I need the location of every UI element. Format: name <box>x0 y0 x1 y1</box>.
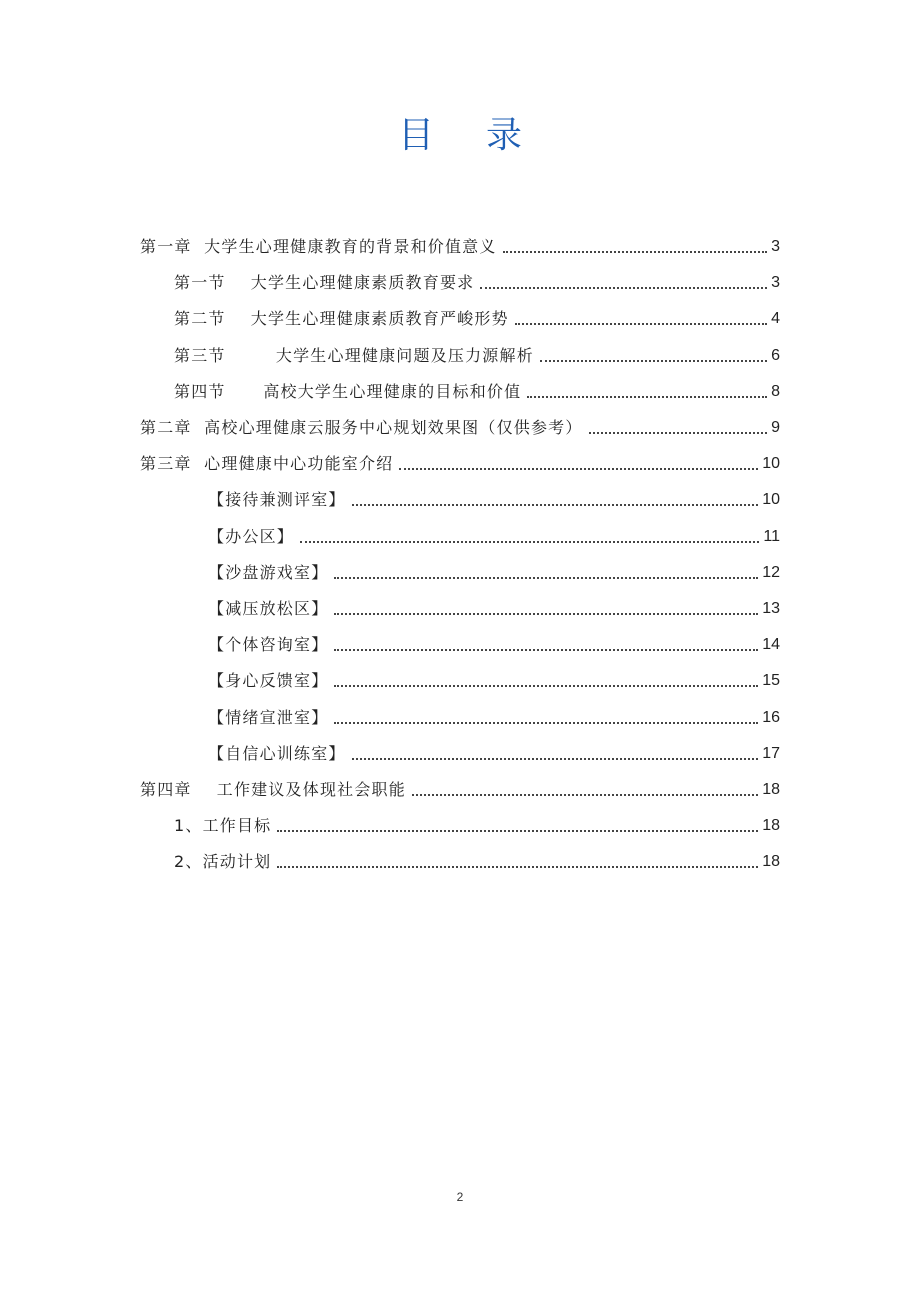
toc-dot-leader <box>399 468 758 470</box>
toc-entry[interactable] <box>174 262 780 294</box>
toc-entry-page: 11 <box>763 527 780 545</box>
toc-entry-page: 12 <box>762 563 780 581</box>
toc-dot-leader <box>334 722 758 724</box>
toc-entry-label: 第三章 心理健康中心功能室介绍 <box>140 454 394 474</box>
toc-entry[interactable] <box>140 769 780 801</box>
toc-entry[interactable] <box>174 335 780 367</box>
toc-entry[interactable] <box>208 697 780 729</box>
toc-entry-label: 1、工作目标 <box>174 816 272 836</box>
toc-entry-label: 【自信心训练室】 <box>208 743 346 763</box>
toc-entry[interactable] <box>140 443 780 475</box>
toc-entry-label: 【接待兼测评室】 <box>208 490 346 510</box>
toc-entry-label: 【办公区】 <box>208 526 295 546</box>
toc-entry-page: 16 <box>762 708 780 726</box>
toc-dot-leader <box>352 504 759 506</box>
toc-entry[interactable] <box>208 516 780 548</box>
toc-entry-page: 4 <box>771 310 780 328</box>
toc-entry[interactable] <box>208 660 780 692</box>
toc-entry-page: 9 <box>771 419 780 436</box>
toc-dot-leader <box>412 794 758 796</box>
toc-entry-page: 8 <box>771 382 780 400</box>
toc-dot-leader <box>300 541 759 543</box>
toc-entry[interactable] <box>208 479 780 511</box>
toc-dot-leader <box>527 396 767 398</box>
toc-entry-label: 第二章 高校心理健康云服务中心规划效果图（仅供参考） <box>140 418 583 437</box>
toc-dot-leader <box>589 432 768 434</box>
toc-entry-page: 10 <box>762 491 780 509</box>
toc-entry[interactable] <box>208 552 780 584</box>
toc-entry[interactable] <box>140 407 780 439</box>
toc-entry-label: 第四节 高校大学生心理健康的目标和价值 <box>174 381 522 401</box>
toc-dot-leader <box>334 685 758 687</box>
toc-entry-label: 第一章 大学生心理健康教育的背景和价值意义 <box>140 237 497 256</box>
toc-entry-page: 3 <box>771 274 780 292</box>
toc-entry-label: 【个体咨询室】 <box>208 635 329 655</box>
toc-entry-page: 17 <box>762 744 780 762</box>
toc-entry-label: 第二节 大学生心理健康素质教育严峻形势 <box>174 309 509 329</box>
toc-dot-leader <box>334 649 758 651</box>
toc-entry[interactable] <box>174 805 780 837</box>
toc-entry[interactable] <box>174 841 780 873</box>
toc-entry-page: 18 <box>762 817 780 835</box>
toc-dot-leader <box>503 251 768 253</box>
toc-entry-label: 【情绪宣泄室】 <box>208 707 329 727</box>
toc-dot-leader <box>480 287 767 289</box>
toc-entry-page: 18 <box>762 781 780 798</box>
toc-entry[interactable] <box>174 298 780 330</box>
toc-dot-leader <box>352 758 759 760</box>
toc-entry-label: 【减压放松区】 <box>208 599 329 618</box>
toc-entry-page: 15 <box>762 672 780 690</box>
toc-dot-leader <box>334 577 758 579</box>
toc-entry-page: 10 <box>762 455 780 473</box>
toc-dot-leader <box>540 360 767 362</box>
page-number: 2 <box>456 1190 464 1204</box>
toc-entry-page: 6 <box>771 346 780 364</box>
toc-entry-label: 【沙盘游戏室】 <box>208 562 329 582</box>
toc-entry[interactable] <box>208 588 780 620</box>
toc-entry-page: 13 <box>762 600 780 617</box>
toc-entry[interactable] <box>140 226 780 258</box>
toc-entry-page: 18 <box>762 853 780 871</box>
toc-entry-page: 14 <box>762 636 780 654</box>
toc-entry-label: 第四章 工作建议及体现社会职能 <box>140 780 406 799</box>
toc-dot-leader <box>277 866 758 868</box>
toc-entry[interactable] <box>208 733 780 765</box>
toc-dot-leader <box>277 830 758 832</box>
toc-entry-page: 3 <box>771 238 780 255</box>
toc-entry[interactable] <box>174 371 780 403</box>
toc-entry-label: 第三节 大学生心理健康问题及压力源解析 <box>174 345 534 365</box>
toc-dot-leader <box>334 613 758 615</box>
toc-entry-label: 【身心反馈室】 <box>208 671 329 691</box>
toc-entry-label: 2、活动计划 <box>174 852 272 872</box>
page-title: 目录 <box>397 115 574 156</box>
toc-entry[interactable] <box>208 624 780 656</box>
toc-entry-label: 第一节 大学生心理健康素质教育要求 <box>174 273 475 293</box>
toc-dot-leader <box>515 323 767 325</box>
